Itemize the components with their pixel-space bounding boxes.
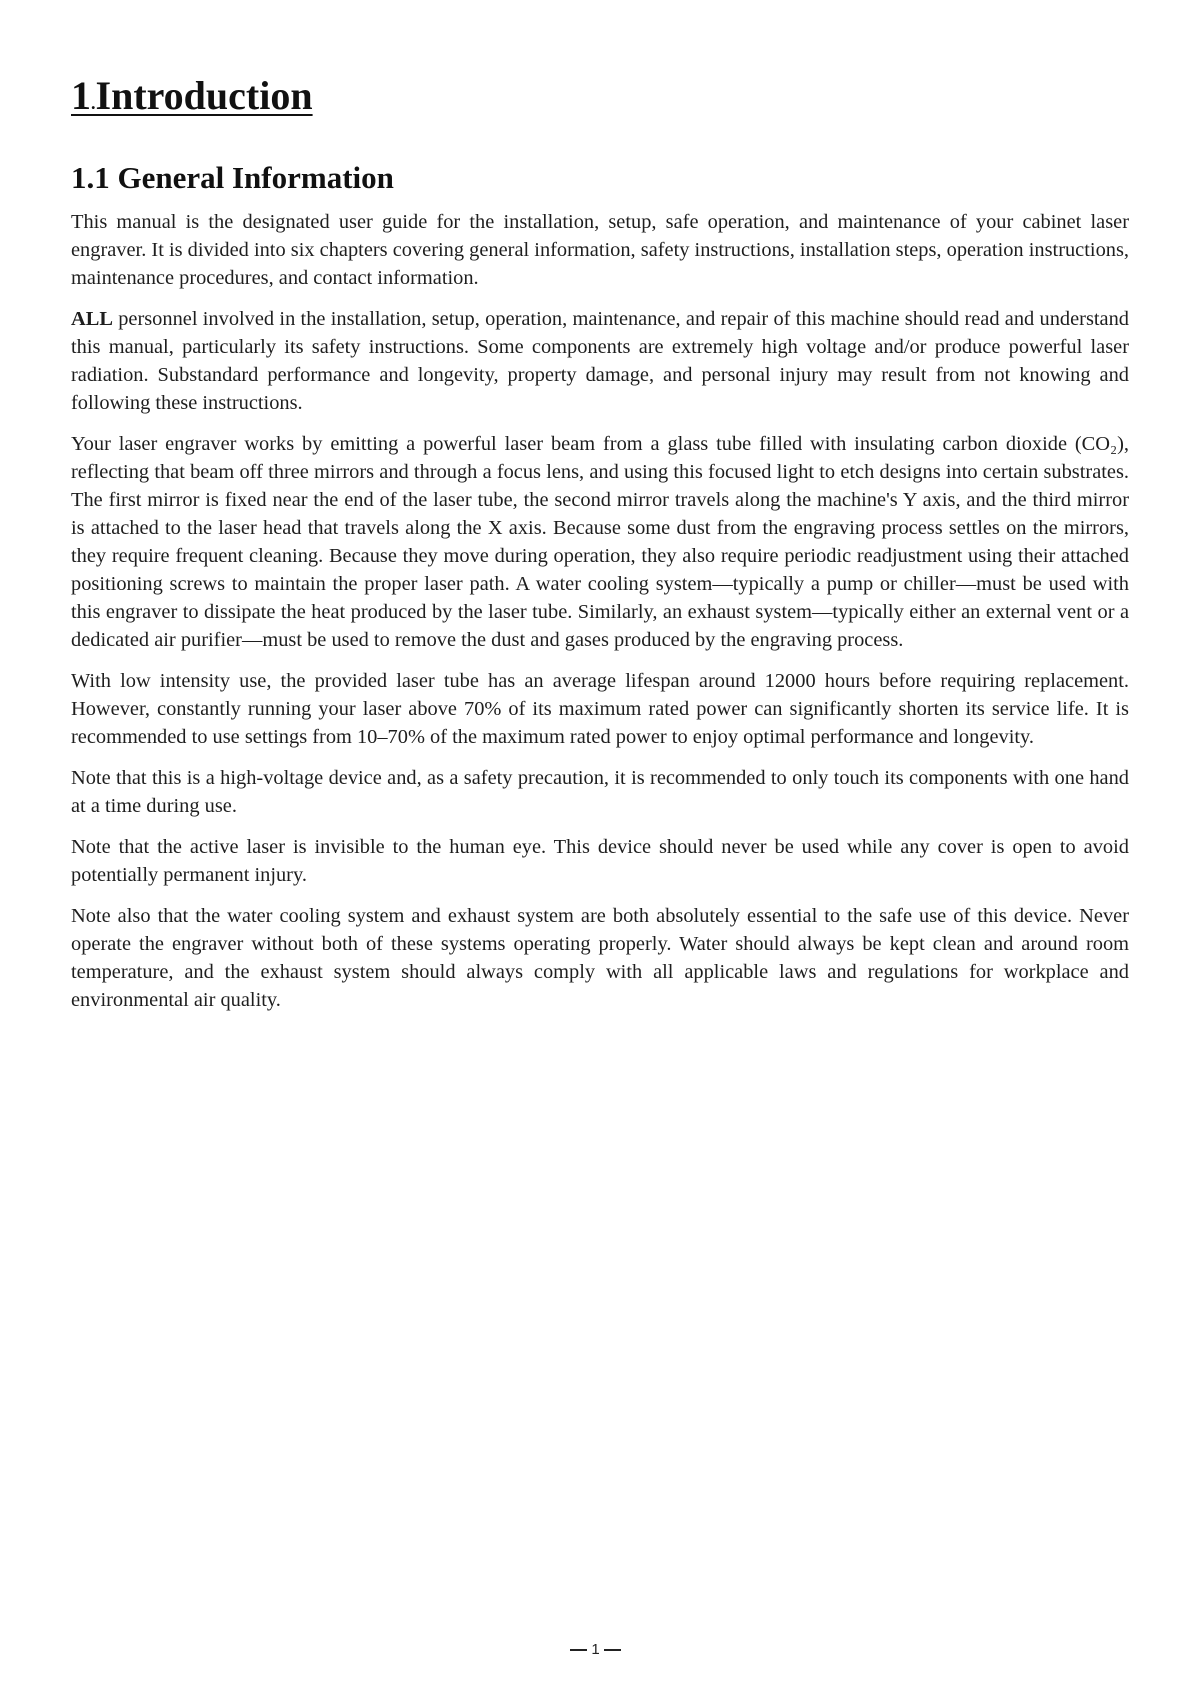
section-title: 1.1 General Information — [71, 160, 394, 195]
paragraph-cooling-exhaust-note: Note also that the water cooling system and exhaust system are both absolutely essential to the safe use of this device. Never operate the engraver without both of these systems operating properly. Water should always be kept clean and around room temperature, and the exhaust system should always comply with all applicable laws and regulations for workplace and environmental air quality. — [71, 905, 1129, 1011]
page-footer — [0, 1640, 1191, 1660]
paragraph-personnel-text: personnel involved in the installation, setup, operation, maintenance, and repair of this machine should read and understand this manual, particularly its safety instructions. Some components are extremely high voltage and/or produce powerful laser radiation. Substandard performance and longevity, property damage, and personal injury may result from not knowing and following these instructions. — [71, 308, 1129, 414]
paragraph-how-it-works: Your laser engraver works by emitting a powerful laser beam from a glass tube filled with insulating carbon dioxide (CO₂), reflecting that beam off three mirrors and through a focus lens, and using this focused light to etch designs into certain substrates. The first mirror is fixed near the end of the laser tube, the second mirror travels along the machine's Y axis, and the third mirror is attached to the laser head that travels along the X axis. Because some dust from the engraving process settles on the mirrors, they require frequent cleaning. Because they move during operation, they also require periodic readjustment using their attached positioning screws to maintain the proper laser path. A water cooling system—typically a pump or chiller—must be used with this engraver to dissipate the heat produced by the laser tube. Similarly, an exhaust system—typically either an external vent or a dedicated air purifier—must be used to remove the dust and gases produced by the engraving process. — [71, 433, 1129, 651]
paragraph-high-voltage-note: Note that this is a high-voltage device and, as a safety precaution, it is recommended to only touch its components with one hand at a time during use. — [71, 767, 1129, 817]
chapter-title-text: Introduction — [95, 73, 313, 118]
paragraph-invisible-laser-note: Note that the active laser is invisible to the human eye. This device should never be used while any cover is open to avoid potentially permanent injury. — [71, 836, 1129, 886]
footer-dash-right — [604, 1649, 621, 1651]
chapter-number-separator: . — [91, 93, 96, 113]
paragraph-personnel — [71, 305, 1129, 417]
paragraph-tube-lifespan: With low intensity use, the provided laser tube has an average lifespan around 12000 hours before requiring replacement. However, constantly running your laser above 70% of its maximum rated power can significantly shorten its service life. It is recommended to use settings from 10–70% of the maximum rated power to enjoy optimal performance and longevity. — [71, 670, 1129, 748]
page-number: 1 — [591, 1641, 600, 1659]
chapter-title — [71, 70, 1129, 129]
footer-dash-left — [570, 1649, 587, 1651]
paragraph-personnel-lead: ALL — [71, 308, 113, 330]
chapter-number: 1 — [71, 73, 91, 118]
page-content — [71, 70, 1129, 1014]
paragraph-overview: This manual is the designated user guide for the installation, setup, safe operation, and maintenance of your cabinet laser engraver. It is divided into six chapters covering general information, safety instructions, installation steps, operation instructions, maintenance procedures, and contact information. — [71, 211, 1129, 289]
